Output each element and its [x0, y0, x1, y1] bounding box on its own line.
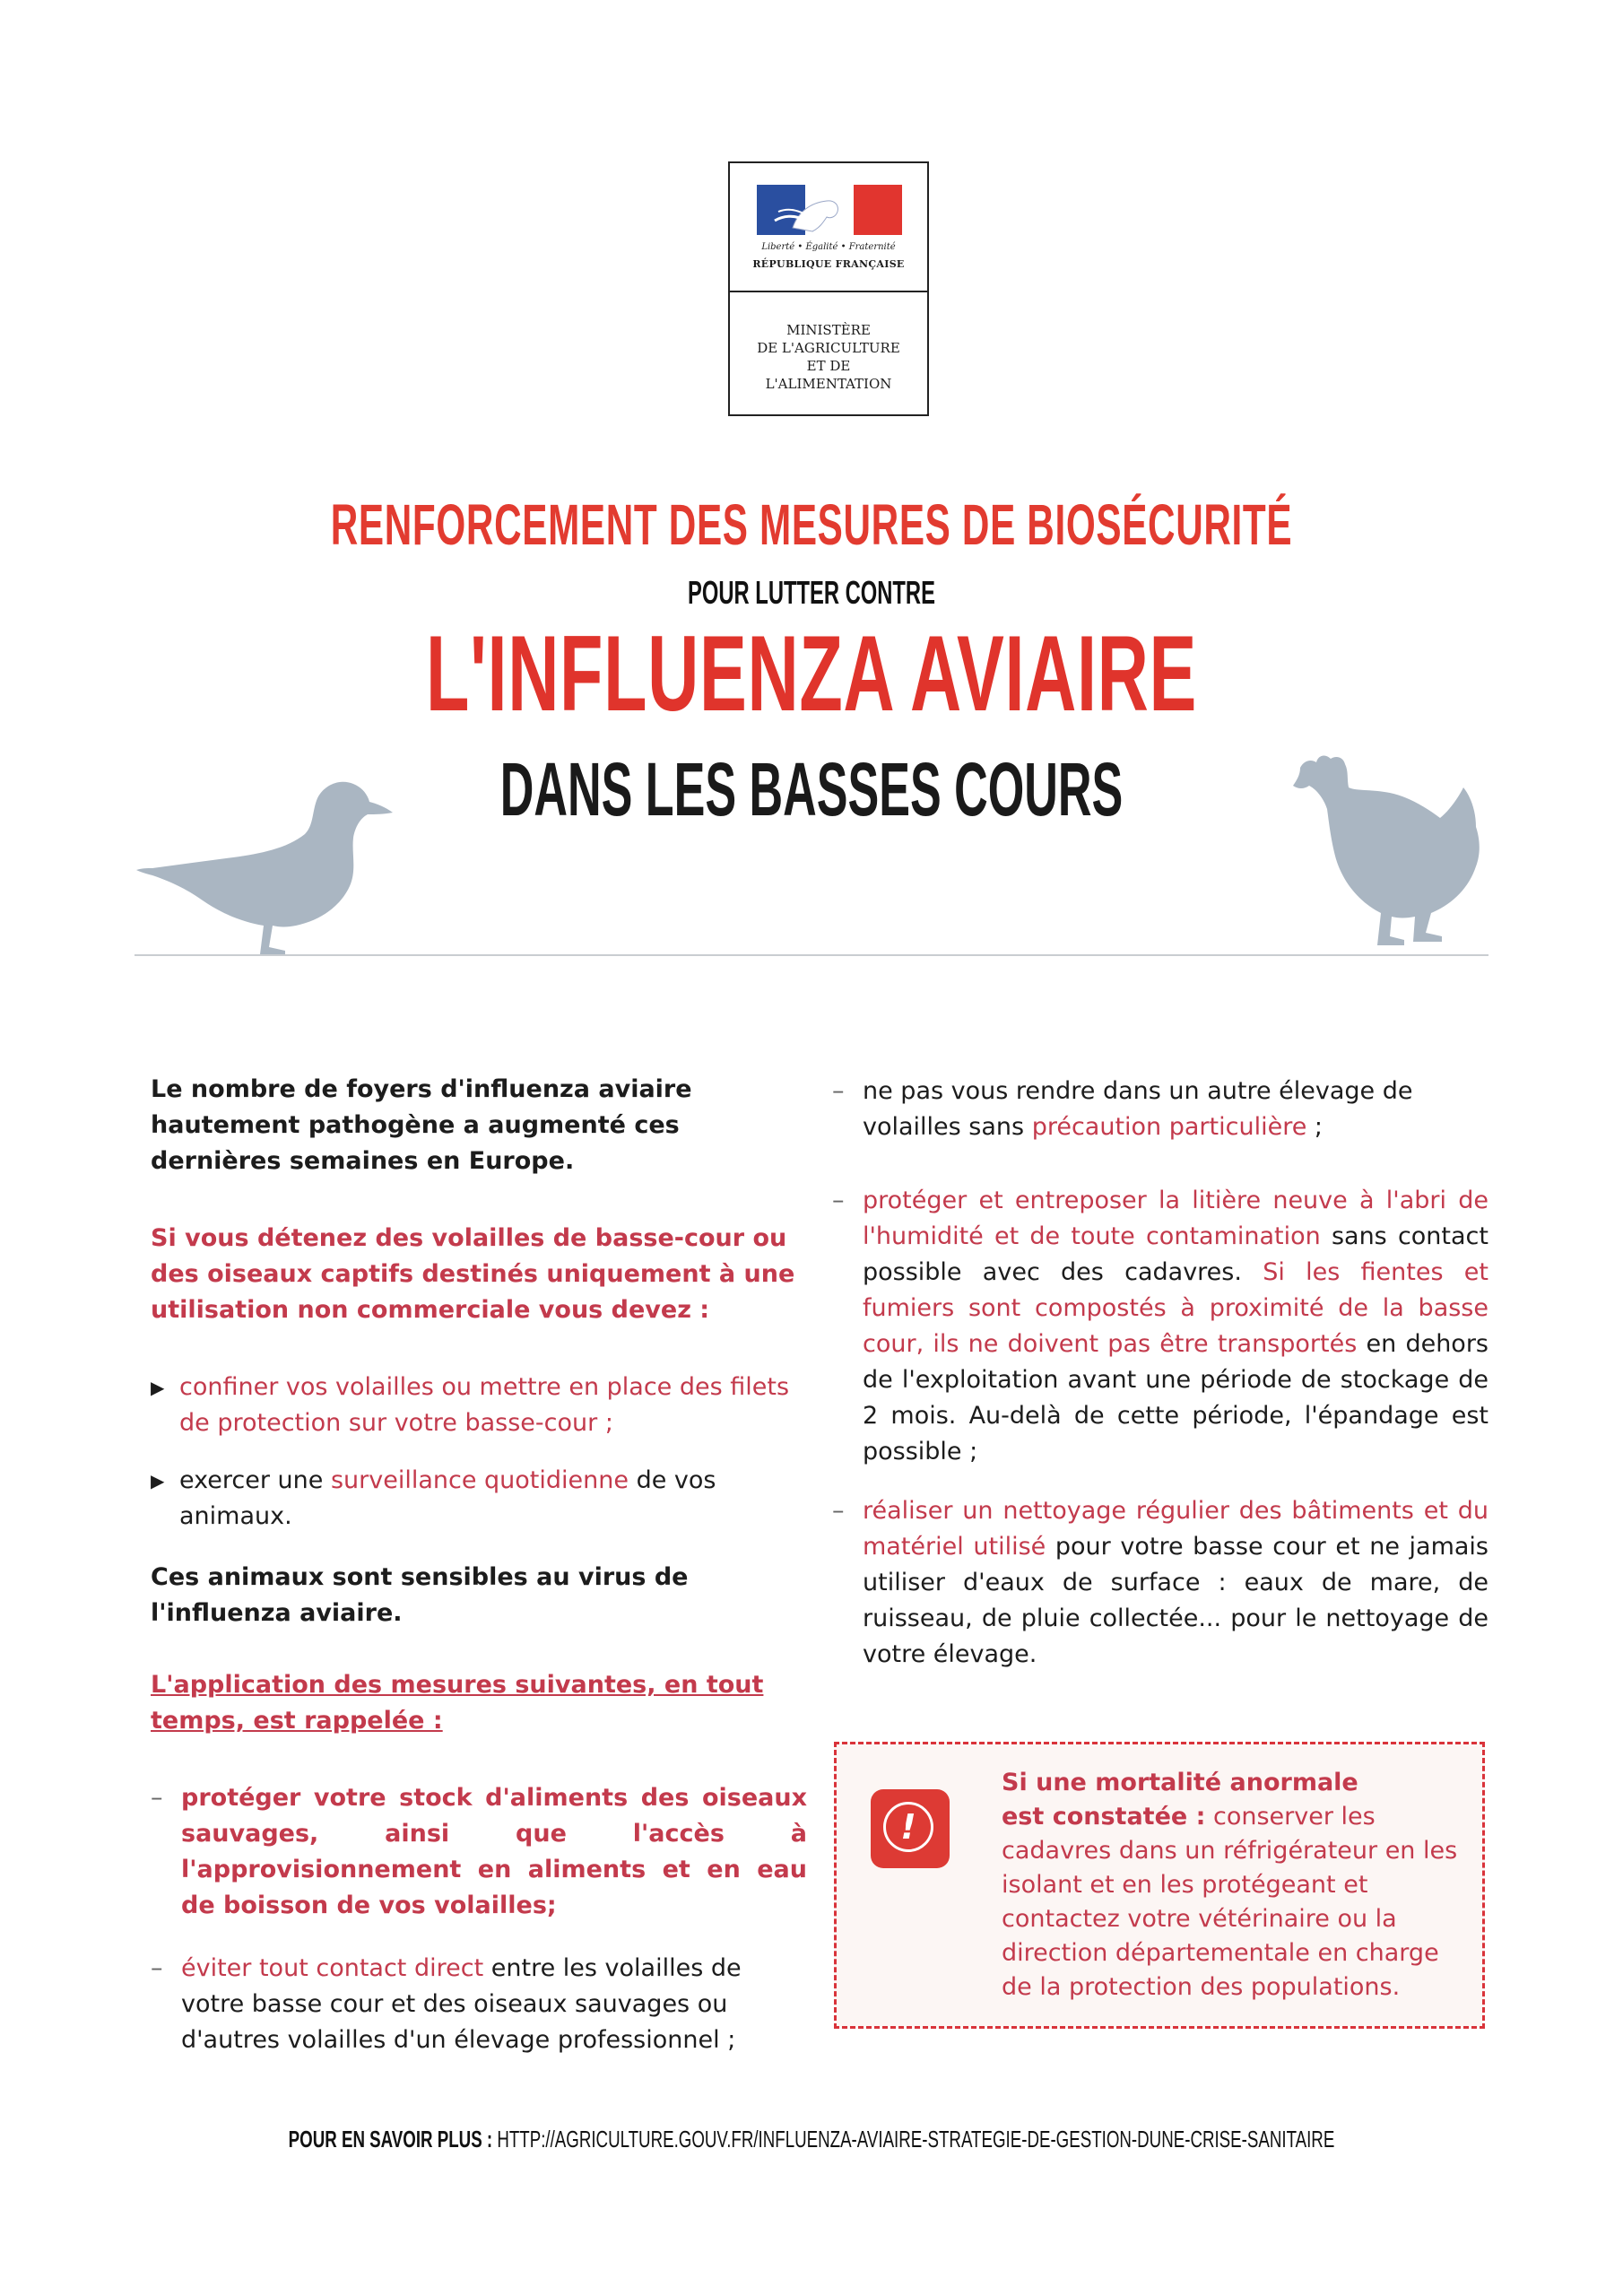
footer-more-info	[227, 2126, 1395, 2153]
alert-text	[1002, 1766, 1468, 2005]
alert-heading: Si une mortalité anormale	[1002, 1769, 1358, 1796]
triangle-bullet-icon: ▶	[151, 1377, 165, 1398]
chicken-icon	[1291, 744, 1488, 960]
dash-highlight: protéger et entreposer la litière neuve à l'abri de l'humidité et de toute contamination	[863, 1187, 1488, 1250]
bullet-highlight: surveillance quotidienne	[330, 1466, 629, 1494]
title-line-2: POUR LUTTER CONTRE	[688, 574, 935, 611]
dash-marker: –	[832, 1187, 845, 1214]
intro-paragraph: Le nombre de foyers d'influenza aviaire hautement pathogène a augmenté ces dernières semaines en Europe.	[151, 1075, 692, 1175]
ministry-line: MINISTÈRE	[786, 322, 871, 338]
motto-text: Liberté • Égalité • Fraternité	[761, 242, 896, 252]
triangle-bullet-icon: ▶	[151, 1470, 165, 1492]
list-item	[151, 1370, 807, 1441]
duck-icon	[135, 771, 395, 960]
list-item	[832, 1493, 1488, 1673]
marianne-flag-icon	[757, 185, 902, 235]
dash-text: sans contact possible avec des cadavres.	[863, 1222, 1488, 1286]
alert-heading-2: est constatée :	[1002, 1803, 1206, 1831]
dash-highlight: éviter tout contact direct	[181, 1954, 484, 1982]
bullet-confiner: confiner vos volailles ou mettre en place des filets de protection sur votre basse-cour ;	[179, 1373, 790, 1437]
republique-francaise-text: RÉPUBLIQUE FRANÇAISE	[752, 258, 905, 270]
ground-divider	[135, 954, 1488, 956]
dash-marker: –	[832, 1077, 845, 1105]
dash-litiere	[863, 1183, 1488, 1470]
obligations-heading: Si vous détenez des volailles de basse-cour ou des oiseaux captifs destinés uniquement à une utilisation non commerciale vous devez :	[151, 1224, 795, 1324]
dash-marker: –	[151, 1784, 163, 1812]
footer-url-link[interactable]: HTTP://AGRICULTURE.GOUV.FR/INFLUENZA-AVIAIRE-STRATEGIE-DE-GESTION-DUNE-CRISE-SANITAIRE	[497, 2126, 1335, 2152]
dash-nettoyage	[863, 1493, 1488, 1673]
list-item	[151, 1951, 807, 2058]
application-heading: L'application des mesures suivantes, en tout temps, est rappelée :	[151, 1671, 764, 1735]
dash-text: en dehors de l'exploitation avant une période de stockage de 2 mois. Au-delà de cette période, l'épandage est possible ;	[863, 1330, 1488, 1465]
dash-text: ne pas vous rendre dans un autre élevage de volailles sans	[863, 1077, 1413, 1141]
alert-body: conserver les cadavres dans un réfrigérateur en les isolant et en les protégeant et contactez votre vétérinaire ou la direction départementale en charge de la protection des populations.	[1002, 1803, 1458, 2001]
right-column	[832, 1074, 1488, 1673]
left-column	[151, 1072, 807, 2058]
title-line-3: L'INFLUENZA AVIAIRE	[425, 613, 1198, 734]
dash-precaution	[863, 1074, 1488, 1145]
sensibles-paragraph: Ces animaux sont sensibles au virus de l'influenza aviaire.	[151, 1563, 689, 1627]
ministry-logo	[728, 161, 929, 416]
title-line-4: DANS LES BASSES COURS	[499, 747, 1124, 831]
dash-marker: –	[832, 1497, 845, 1525]
list-item	[832, 1074, 1488, 1145]
bullet-text: exercer une	[179, 1466, 331, 1494]
list-item	[832, 1183, 1488, 1470]
ministry-line: L'ALIMENTATION	[765, 376, 892, 392]
list-item	[151, 1780, 807, 1924]
dash-text: pour votre basse cour et ne jamais utiliser d'eaux de surface : eaux de mare, de ruisseau, de pluie collectée... pour le nettoyage de votre élevage.	[863, 1533, 1488, 1668]
dash-highlight: précaution particulière	[1031, 1113, 1307, 1141]
exclamation-glyph: !	[883, 1802, 933, 1852]
title-line-1: RENFORCEMENT DES MESURES DE BIOSÉCURITÉ	[330, 492, 1293, 557]
dash-highlight: réaliser un nettoyage régulier des bâtiments et du matériel utilisé	[863, 1497, 1488, 1561]
bullet-text: de vos animaux.	[179, 1466, 716, 1530]
ministry-line: ET DE	[806, 358, 851, 374]
warning-exclamation-icon	[871, 1789, 950, 1868]
bullet-surveillance	[179, 1463, 807, 1535]
footer-label: POUR EN SAVOIR PLUS :	[288, 2126, 498, 2152]
dash-highlight: Si les fientes et fumiers sont compostés à proximité de la basse cour, ils ne doivent pas être transportés	[863, 1258, 1488, 1358]
dash-stock-aliments: protéger votre stock d'aliments des oiseaux sauvages, ainsi que l'accès à l'approvisionnement en aliments et en eau de boisson de vos volailles;	[181, 1784, 807, 1919]
dash-text: entre les volailles de votre basse cour et des oiseaux sauvages ou d'autres volailles d'un élevage professionnel ;	[181, 1954, 742, 2054]
dash-marker: –	[151, 1954, 163, 1982]
ministry-name	[730, 321, 927, 393]
dash-contact-direct	[181, 1951, 807, 2058]
republique-francaise-logo	[730, 163, 927, 292]
list-item	[151, 1463, 807, 1535]
dash-text: ;	[1306, 1113, 1323, 1141]
mortality-alert-box	[834, 1742, 1485, 2029]
ministry-line: DE L'AGRICULTURE	[757, 340, 900, 356]
